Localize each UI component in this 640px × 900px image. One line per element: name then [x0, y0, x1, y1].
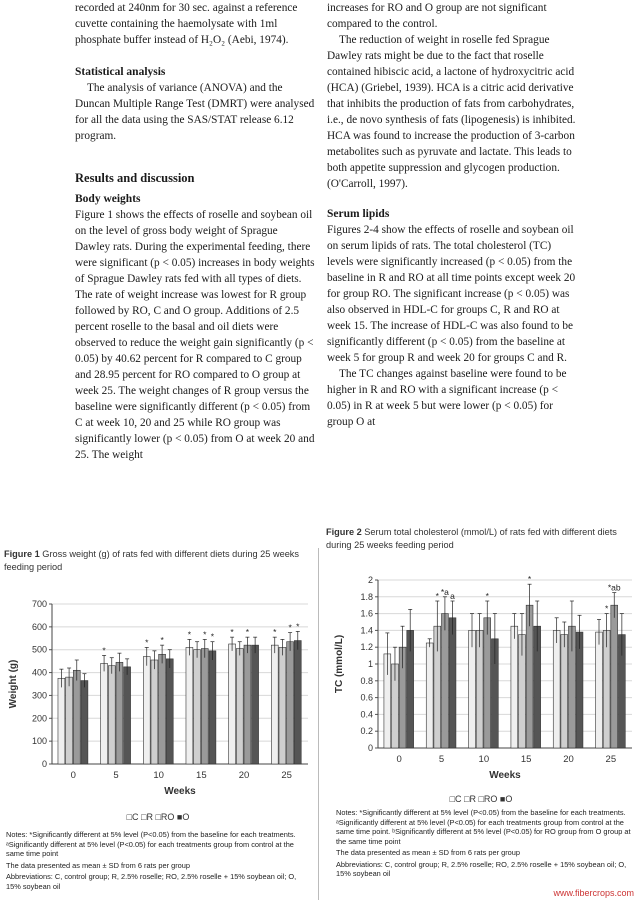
watermark: www.fibercrops.com [553, 888, 634, 898]
bar-RO-week-25 [287, 642, 294, 764]
figure-1-note-significance: Notes: *Significantly different at 5% level (P<0.05) from the baseline for each treatments. ᵃSignificantly different at 5% level (P<0.05) for each treatments group from control at the same time point [6, 830, 296, 858]
significance-marker: * [288, 622, 292, 633]
y-tick-label: 100 [31, 736, 47, 747]
x-tick-label: 10 [153, 770, 164, 781]
y-tick-label: 1.6 [360, 608, 373, 619]
figure-1-note-data: The data presented as mean ± SD from 6 rats per group [6, 860, 190, 870]
paragraph-statistical: The analysis of variance (ANOVA) and the Duncan Multiple Range Test (DMRT) were analysed for all the data using the SAS/STAT release 6.12 program. [75, 82, 315, 142]
significance-marker: * [435, 591, 439, 601]
figure-1-caption-text: Gross weight (g) of rats fed with different diets during 25 weeks feeding period [4, 549, 299, 572]
bar-RO-week-5 [442, 614, 449, 748]
y-tick-label: 300 [31, 690, 47, 701]
y-tick-label: 0 [367, 743, 373, 753]
bar-RO-week-5 [116, 662, 123, 764]
x-tick-label: 0 [70, 770, 76, 781]
significance-marker: * [485, 591, 489, 601]
bar-RO-week-25 [611, 605, 618, 748]
x-tick-label: 25 [281, 770, 292, 781]
y-axis-label: Weight (g) [8, 659, 19, 709]
x-axis-label: Weeks [489, 770, 521, 781]
figure-2-note-abbrev: Abbreviations: C, control group; R, 2.5% roselle; RO, 2.5% roselle + 15% soybean oil; O, 15% soybean oil [336, 859, 627, 878]
chart-total-cholesterol [322, 566, 640, 792]
figure-divider [318, 548, 319, 900]
paragraph-method-end: recorded at 240nm for 30 sec. against a reference cuvette containing the haemolysate with 1ml phosphate buffer instead of H₂O₂ (Aebi, 1974). [75, 2, 298, 46]
bar-RO-week-15 [201, 649, 208, 764]
paragraph-roselle-reduction: The reduction of weight in roselle fed Sprague Dawley rats might be due to the fact that roselle contained hibiscic acid, a lactone of hydroxycitric acid (HCA) (Griebel, 1939). HCA is a citric acid derivative that inhibits the production of fats from carbohydrates, i.e., de novo synthesis of fats (lipogenesis) is inhibited. HCA was found to increase the production of 3-carbon metabolites such as pyruvate and lactate. This leads to both appetite suppression and glycogen production. (O'Carroll, 1997). [327, 34, 576, 190]
bar-O-week-20 [576, 632, 583, 748]
x-tick-label: 5 [113, 770, 119, 781]
heading-results-discussion: Results and discussion [75, 171, 195, 185]
figure-2-label: Figure 2 [326, 527, 362, 537]
bar-C-week-5 [101, 663, 108, 764]
bar-O-week-10 [166, 659, 173, 764]
heading-statistical-analysis: Statistical analysis [75, 66, 166, 78]
figure-2 [322, 526, 640, 900]
significance-marker: * [203, 629, 207, 640]
bar-R-week-20 [236, 649, 243, 764]
bar-RO-week-0 [73, 670, 80, 764]
y-tick-label: 0 [41, 759, 47, 769]
y-tick-label: 200 [31, 713, 47, 724]
x-axis-label: Weeks [164, 786, 196, 797]
significance-marker: * [527, 574, 532, 585]
y-tick-label: 400 [31, 667, 47, 678]
y-tick-label: 1 [367, 659, 373, 669]
paragraph-serum-lipids: Figures 2-4 show the effects of roselle and soybean oil on serum lipids of rats. The total cholesterol (TC) levels were significantly increased (p < 0.05) from the baseline in R and RO at all time points except week 20 for group RO. The significant increase (p < 0.05) was also observed in HDL-C for groups C, R and RO at week 15. The increase of HDL-C was also found to be significantly different (p < 0.05) from the baseline at week 5 for group R and week 20 for groups C and R. [327, 224, 576, 364]
bar-O-week-25 [294, 641, 301, 764]
bar-C-week-20 [553, 630, 560, 748]
bar-R-week-5 [108, 666, 115, 764]
significance-marker: * [145, 637, 149, 648]
bar-C-week-0 [58, 678, 65, 764]
figure-1-caption [4, 548, 316, 574]
figure-2-notes [336, 808, 634, 881]
y-tick-label: 1.4 [360, 625, 373, 636]
heading-serum-lipids: Serum lipids [327, 208, 390, 220]
bar-RO-week-10 [159, 654, 166, 764]
x-tick-label: 5 [438, 754, 445, 765]
bar-R-week-10 [151, 660, 158, 764]
bar-C-week-5 [426, 643, 433, 748]
significance-marker: *a [440, 586, 449, 597]
bar-R-week-25 [603, 630, 610, 748]
bar-R-week-10 [476, 630, 483, 748]
figure-1 [0, 548, 316, 900]
y-tick-label: 2 [367, 575, 373, 585]
paragraph-tc-changes: The TC changes against baseline were found to be higher in R and RO with a significant increase (p < 0.05) in R at week 5 but were lower (p < 0.05) for group O at [327, 368, 567, 428]
bar-RO-week-10 [484, 618, 491, 748]
figure-1-label: Figure 1 [4, 549, 40, 559]
figure-2-note-significance: Notes: *Significantly different at 5% level (P<0.05) from the baseline for each treatments. ᵃSignificantly different at 5% level (P<0.05) for each treatments group from control at the same time point. ᵇSignificantly different at 5% level (P<0.05) for RO group from O group at the same time point [336, 808, 631, 846]
heading-body-weights: Body weights [75, 193, 141, 205]
y-tick-label: 0.6 [360, 692, 373, 703]
y-tick-label: 500 [31, 644, 47, 655]
y-tick-label: 0.4 [360, 709, 373, 720]
significance-marker: * [210, 631, 215, 642]
x-tick-label: 0 [396, 754, 402, 765]
bar-C-week-15 [186, 647, 193, 764]
figure-2-caption-text: Serum total cholesterol (mmol/L) of rats fed with different diets during 25 weeks feeding period [326, 527, 617, 550]
x-tick-label: 20 [563, 754, 574, 765]
bar-C-week-15 [511, 626, 518, 748]
bar-R-week-25 [279, 647, 286, 764]
bar-R-week-15 [194, 650, 201, 764]
bar-RO-week-15 [526, 605, 533, 748]
bar-C-week-25 [271, 645, 278, 764]
right-column [327, 0, 577, 430]
x-tick-label: 15 [520, 754, 532, 765]
figure-2-caption [326, 526, 640, 552]
figure-2-note-data: The data presented as mean ± SD from 6 rats per group [336, 848, 520, 857]
significance-marker: * [160, 635, 164, 646]
y-tick-label: 1.8 [360, 591, 373, 602]
bar-C-week-20 [229, 644, 236, 764]
significance-marker: * [230, 627, 234, 638]
significance-marker: * [245, 627, 250, 638]
paragraph-continued: increases for RO and O group are not significant compared to the control. [327, 2, 547, 30]
significance-marker: * [102, 645, 106, 656]
bar-R-week-0 [66, 677, 73, 764]
figure-1-notes [6, 830, 310, 893]
bar-O-week-0 [81, 681, 88, 764]
significance-marker: * [604, 603, 609, 614]
significance-marker: * [187, 629, 192, 640]
bar-C-week-25 [596, 632, 603, 748]
figure-1-note-abbrev: Abbreviations: C, control group; R, 2.5% roselle; RO, 2.5% roselle + 15% soybean oil; O, 15% soybean oil [6, 872, 297, 891]
paragraph-body-weights: Figure 1 shows the effects of roselle and soybean oil on the level of gross body weight of Sprague Dawley rats. During the experimental feeding, there were significant (p < 0.05) increases in body weights of Sprague Dawley rats fed with all types of diets. The rate of weight increase was lowest for R group followed by RO, C and O group. Additions of 2.5 percent roselle to the basal and oil diets were observed to reduce the weight gain significantly (p < 0.05) by 40.62 percent for R compared to C group and 28.95 percent for RO compared to O group at week 25. The weight changes of R group versus the baseline were significantly different (p < 0.05) from C at week 10, 20 and 25 while RO group was significantly lower (p < 0.05) from O at week 20 and 25. The weight [75, 209, 315, 461]
significance-marker: *ab [607, 582, 621, 593]
y-tick-label: 1.2 [360, 642, 373, 653]
bar-R-week-20 [561, 635, 568, 748]
chart-weight [0, 578, 316, 804]
left-column [75, 0, 315, 463]
x-tick-label: 15 [196, 770, 207, 781]
bar-C-week-10 [469, 630, 476, 748]
significance-marker: * [273, 627, 277, 638]
y-tick-label: 700 [31, 599, 47, 609]
bar-C-week-10 [143, 657, 150, 764]
x-tick-label: 25 [605, 754, 617, 765]
y-tick-label: 0.8 [360, 675, 373, 686]
x-tick-label: 10 [478, 754, 490, 765]
significance-marker: a [450, 591, 455, 601]
bar-O-week-5 [124, 667, 131, 764]
bar-O-week-20 [252, 645, 259, 764]
figure-2-legend: □C □R □RO ■O [449, 794, 513, 804]
y-tick-label: 0.2 [360, 726, 373, 737]
figure-1-legend: □C □R □RO ■O [126, 812, 190, 822]
bar-O-week-15 [209, 651, 216, 764]
y-axis-label: TC (mmol/L) [334, 634, 345, 694]
significance-marker: * [296, 621, 300, 632]
bar-RO-week-20 [244, 645, 251, 764]
bar-O-week-5 [449, 618, 456, 748]
y-tick-label: 600 [31, 621, 47, 632]
x-tick-label: 20 [238, 770, 250, 781]
